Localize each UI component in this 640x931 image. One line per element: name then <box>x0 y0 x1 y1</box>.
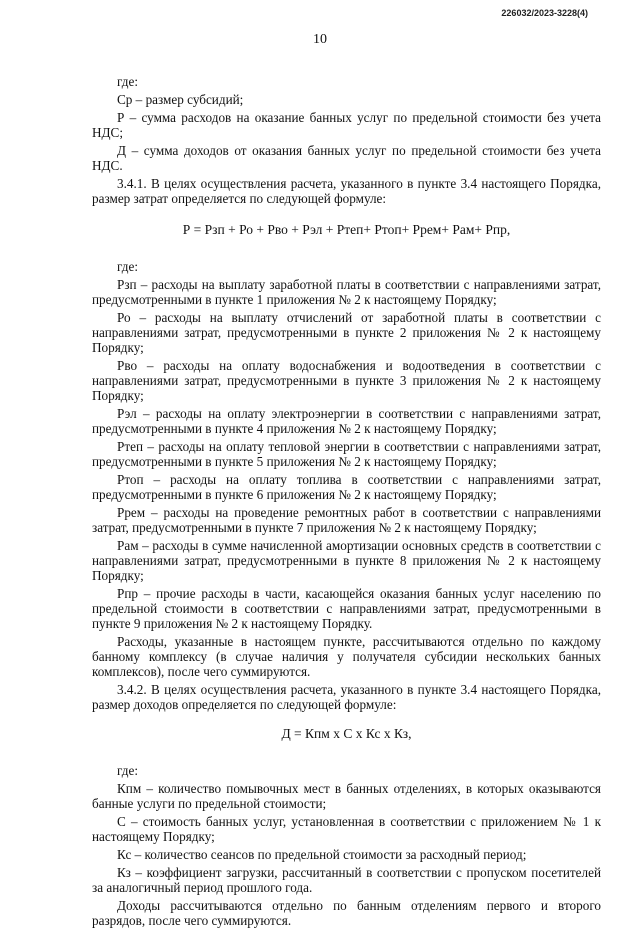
definition-cp: Ср – размер субсидий; <box>117 92 244 107</box>
paragraph-3-4-2: 3.4.2. В целях осуществления расчета, указанного в пункте 3.4 настоящего Порядка, размер доходов определяется по следующей формуле: <box>92 682 601 712</box>
definition-kc: Кс – количество сеансов по предельной стоимости за расходный период; <box>117 847 527 862</box>
definition-ram: Рам – расходы в сумме начисленной амортизации основных средств в соответствии с направлениями затрат, предусмотренными в пункте 8 приложения № 2 к настоящему Порядку; <box>92 538 601 583</box>
where-label: где: <box>117 763 138 778</box>
definition-p: Р – сумма расходов на оказание банных услуг по предельной стоимости без учета НДС; <box>92 110 601 140</box>
paragraph-expenses-summation: Расходы, указанные в настоящем пункте, рассчитываются отдельно по каждому банному комплексу (в случае наличия у получателя субсидии нескольких банных комплексов), после чего суммируются. <box>92 634 601 679</box>
paragraph-3-4-1: 3.4.1. В целях осуществления расчета, указанного в пункте 3.4 настоящего Порядка, размер затрат определяется по следующей формуле: <box>92 176 601 206</box>
definition-kpm: Кпм – количество помывочных мест в банных отделениях, в которых оказываются банные услуги по предельной стоимости; <box>92 781 601 811</box>
where-label: где: <box>117 74 138 89</box>
definition-rel: Рэл – расходы на оплату электроэнергии в соответствии с направлениями затрат, предусмотренными в пункте 4 приложения № 2 к настоящему Порядку; <box>92 406 601 436</box>
paragraph-income-summation: Доходы рассчитываются отдельно по банным отделениям первого и второго разрядов, после чего суммируются. <box>92 898 601 928</box>
where-label: где: <box>117 259 138 274</box>
page-number: 10 <box>313 32 327 47</box>
definition-rpr: Рпр – прочие расходы в части, касающейся оказания банных услуг населению по предельной стоимости в соответствии с направлениями затрат, предусмотренными в пункте 9 приложения № 2 к настоящему Порядку. <box>92 586 601 631</box>
definition-kz: Кз – коэффициент загрузки, рассчитанный в соответствии с пропуском посетителей за аналогичный период прошлого года. <box>92 865 601 895</box>
definition-rrem: Ррем – расходы на проведение ремонтных работ в соответствии с направлениями затрат, предусмотренными в пункте 7 приложения № 2 к настоящему Порядку; <box>92 505 601 535</box>
formula-income: Д = Кпм х С х Кс х Кз, <box>281 726 412 741</box>
definition-rtep: Ртеп – расходы на оплату тепловой энергии в соответствии с направлениями затрат, предусмотренными в пункте 5 приложения № 2 к настоящему Порядку; <box>92 439 601 469</box>
definition-c: С – стоимость банных услуг, установленная в соответствии с приложением № 1 к настоящему Порядку; <box>92 814 601 844</box>
definition-rzp: Рзп – расходы на выплату заработной платы в соответствии с направлениями затрат, предусмотренными в пункте 1 приложения № 2 к настоящему Порядку; <box>92 277 601 307</box>
definition-rtop: Ртоп – расходы на оплату топлива в соответствии с направлениями затрат, предусмотренными в пункте 6 приложения № 2 к настоящему Порядку; <box>92 472 601 502</box>
definition-ro: Ро – расходы на выплату отчислений от заработной платы в соответствии с направлениями затрат, предусмотренными в пункте 2 приложения № 2 к настоящему Порядку; <box>92 310 601 355</box>
document-number: 226032/2023-3228(4) <box>501 8 588 18</box>
definition-d: Д – сумма доходов от оказания банных услуг по предельной стоимости без учета НДС. <box>92 143 601 173</box>
definition-rvo: Рво – расходы на оплату водоснабжения и водоотведения в соответствии с направлениями затрат, предусмотренными в пункте 3 приложения № 2 к настоящему Порядку; <box>92 358 601 403</box>
document-body <box>92 74 601 931</box>
formula-expenses: Р = Рзп + Ро + Рво + Рэл + Ртеп+ Ртоп+ Ррем+ Рам+ Рпр, <box>182 222 511 237</box>
